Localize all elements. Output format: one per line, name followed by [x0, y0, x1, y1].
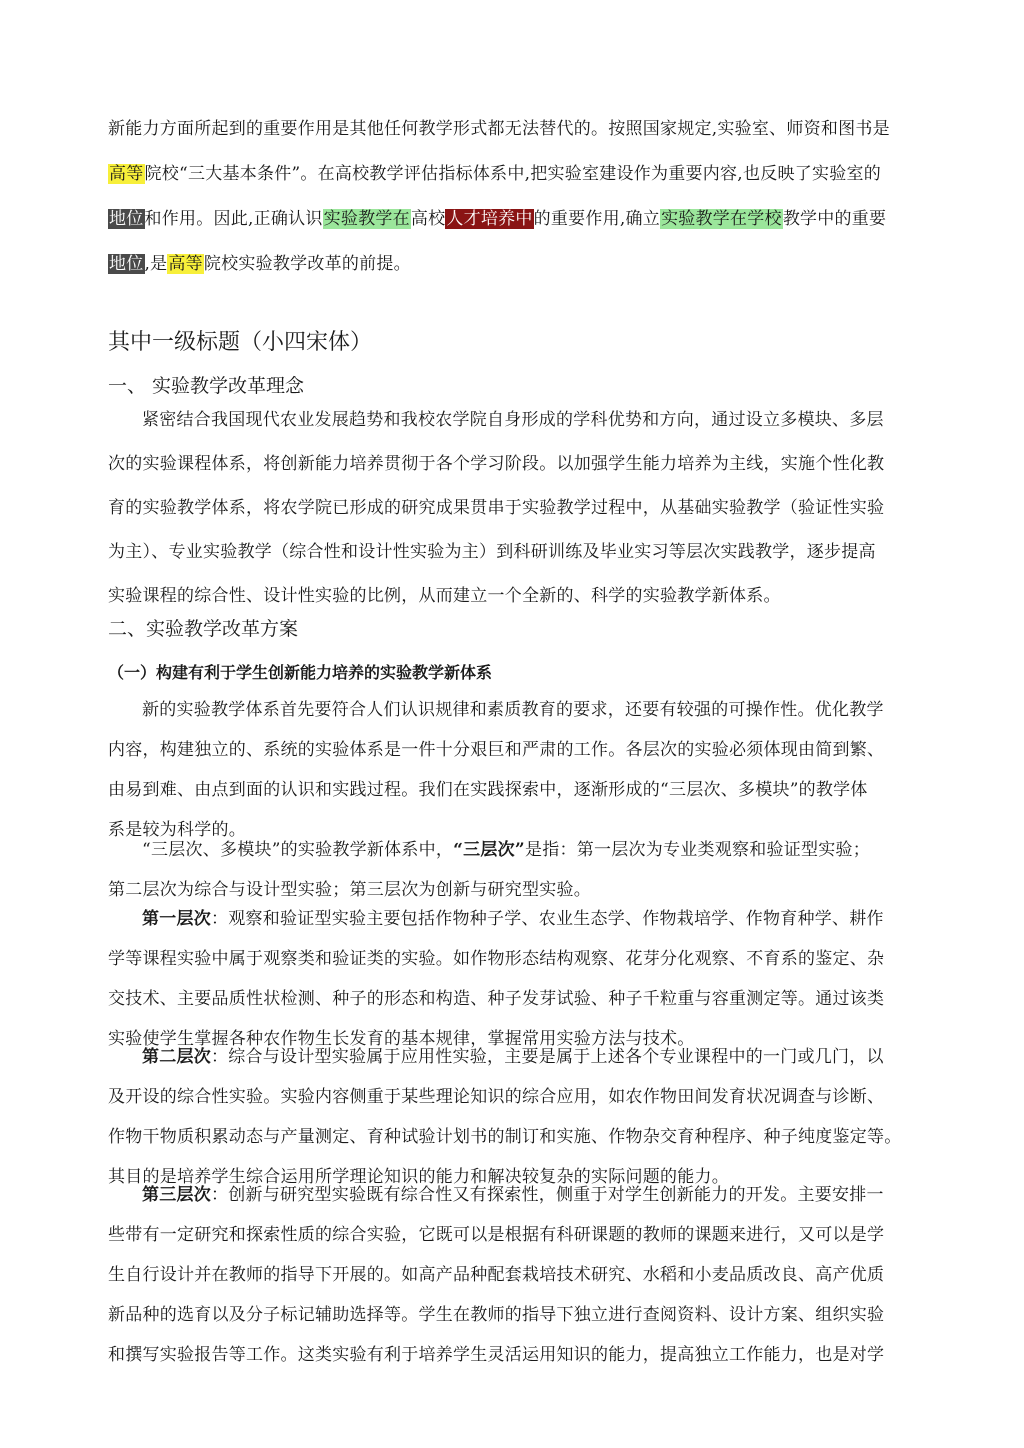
highlight-red: 人才培养中 — [446, 209, 533, 229]
text-line: 育的实验教学体系，将农学院已形成的研究成果贯串于实验教学过程中，从基础实验教学（验证性实验 — [108, 498, 885, 518]
text-line — [108, 159, 918, 184]
page-title: 其中一级标题（小四宋体） — [108, 330, 373, 355]
text-segment: 院校“三大基本条件”。在高校教学评估指标体系中,把实验室建设作为重要内容,也反映了实验室的 — [144, 164, 881, 184]
section-1-paragraph — [108, 405, 918, 606]
paragraph-level-three — [108, 1180, 918, 1365]
text-line: 由易到难、由点到面的认识和实践过程。我们在实践探索中，逐渐形成的“三层次、多模块”的教学体 — [108, 780, 868, 800]
text-segment: ：综合与设计型实验属于应用性实验，主要是属于上述各个专业课程中的一门或几门，以 — [211, 1047, 884, 1067]
text-line: 实验课程的综合性、设计性实验的比例，从而建立一个全新的、科学的实验教学新体系。 — [108, 586, 781, 606]
text-segment: 的重要作用,确立 — [533, 209, 661, 229]
highlight-green: 实验教学在 — [323, 209, 410, 229]
highlight-gray: 地位 — [109, 254, 144, 274]
text-line: 及开设的综合性实验。实验内容侧重于某些理论知识的综合应用，如农作物田间发育状况调查与诊断、 — [108, 1087, 885, 1107]
highlight-gray: 地位 — [109, 209, 144, 229]
level-label: 第一层次 — [142, 909, 211, 929]
text-segment: ：创新与研究型实验既有综合性又有探索性，侧重于对学生创新能力的开发。主要安排一 — [211, 1185, 884, 1205]
section-heading-1: 一、 实验教学改革理念 — [108, 375, 305, 397]
bold-term: “三层次” — [453, 840, 525, 860]
subsection-heading: （一）构建有利于学生创新能力培养的实验教学新体系 — [108, 663, 493, 682]
text-line: 和撰写实验报告等工作。这类实验有利于培养学生灵活运用知识的能力，提高独立工作能力，也是对学 — [108, 1345, 885, 1365]
text-line: 交技术、主要品质性状检测、种子的形态和构造、种子发芽试验、种子千粒重与容重测定等。通过该类 — [108, 989, 885, 1009]
highlight-yellow: 高等 — [168, 254, 203, 274]
text-line: 系是较为科学的。 — [108, 820, 246, 840]
text-segment: 是指：第一层次为专业类观察和验证型实验； — [524, 840, 870, 860]
text-segment: 和作用。因此,正确认识 — [144, 209, 323, 229]
text-line: 新的实验教学体系首先要符合人们认识规律和素质教育的要求，还要有较强的可操作性。优化教学 — [142, 700, 884, 720]
text-segment: 高校 — [410, 209, 446, 229]
text-line: 内容，构建独立的、系统的实验体系是一件十分艰巨和严肃的工作。各层次的实验必须体现由简到繁、 — [108, 740, 885, 760]
text-line: 学等课程实验中属于观察类和验证类的实验。如作物形态结构观察、花芽分化观察、不育系的鉴定、杂 — [108, 949, 885, 969]
text-line: 为主）、专业实验教学（综合性和设计性实验为主）到科研训练及毕业实习等层次实践教学，逐步提高 — [108, 542, 876, 562]
paragraph-level-two — [108, 1042, 918, 1187]
text-line — [108, 1042, 918, 1067]
text-segment: “三层次、多模块”的实验教学新体系中， — [142, 840, 454, 860]
text-segment: ,是 — [144, 254, 168, 274]
text-line: 第二层次为综合与设计型实验；第三层次为创新与研究型实验。 — [108, 880, 591, 900]
intro-paragraph — [108, 114, 918, 274]
paragraph-level-one — [108, 904, 918, 1049]
level-label: 第三层次 — [142, 1185, 211, 1205]
level-label: 第二层次 — [142, 1047, 211, 1067]
text-line: 实验使学生掌握各种农作物生长发育的基本规律，掌握常用实验方法与技术。 — [108, 1029, 695, 1049]
text-line: 新能力方面所起到的重要作用是其他任何教学形式都无法替代的。按照国家规定,实验室、师资和图书是 — [108, 119, 890, 139]
text-line: 其目的是培养学生综合运用所学理论知识的能力和解决较复杂的实际问题的能力。 — [108, 1167, 729, 1187]
text-segment: ：观察和验证型实验主要包括作物种子学、农业生态学、作物栽培学、作物育种学、耕作 — [211, 909, 884, 929]
text-line — [108, 204, 918, 229]
text-line — [108, 835, 918, 860]
text-line: 新品种的选育以及分子标记辅助选择等。学生在教师的指导下独立进行查阅资料、设计方案、组织实验 — [108, 1305, 885, 1325]
text-line: 作物干物质积累动态与产量测定、育种试验计划书的制订和实施、作物杂交育种程序、种子纯度鉴定等。 — [108, 1127, 902, 1147]
text-line: 些带有一定研究和探索性质的综合实验，它既可以是根据有科研课题的教师的课题来进行，又可以是学 — [108, 1225, 885, 1245]
text-line — [108, 1180, 918, 1205]
text-segment: 教学中的重要 — [782, 209, 887, 229]
paragraph-three-levels — [108, 835, 918, 900]
highlight-green: 实验教学在学校 — [661, 209, 782, 229]
highlight-yellow: 高等 — [109, 164, 144, 184]
text-line: 生自行设计并在教师的指导下开展的。如高产品种配套栽培技术研究、水稻和小麦品质改良、高产优质 — [108, 1265, 885, 1285]
paragraph-new-system — [108, 695, 918, 840]
text-line: 次的实验课程体系，将创新能力培养贯彻于各个学习阶段。以加强学生能力培养为主线，实施个性化教 — [108, 454, 885, 474]
text-segment: 院校实验教学改革的前提。 — [203, 254, 411, 274]
section-heading-2: 二、实验教学改革方案 — [108, 618, 299, 640]
text-line — [108, 904, 918, 929]
text-line — [108, 249, 918, 274]
text-line: 紧密结合我国现代农业发展趋势和我校农学院自身形成的学科优势和方向，通过设立多模块、多层 — [142, 410, 884, 430]
